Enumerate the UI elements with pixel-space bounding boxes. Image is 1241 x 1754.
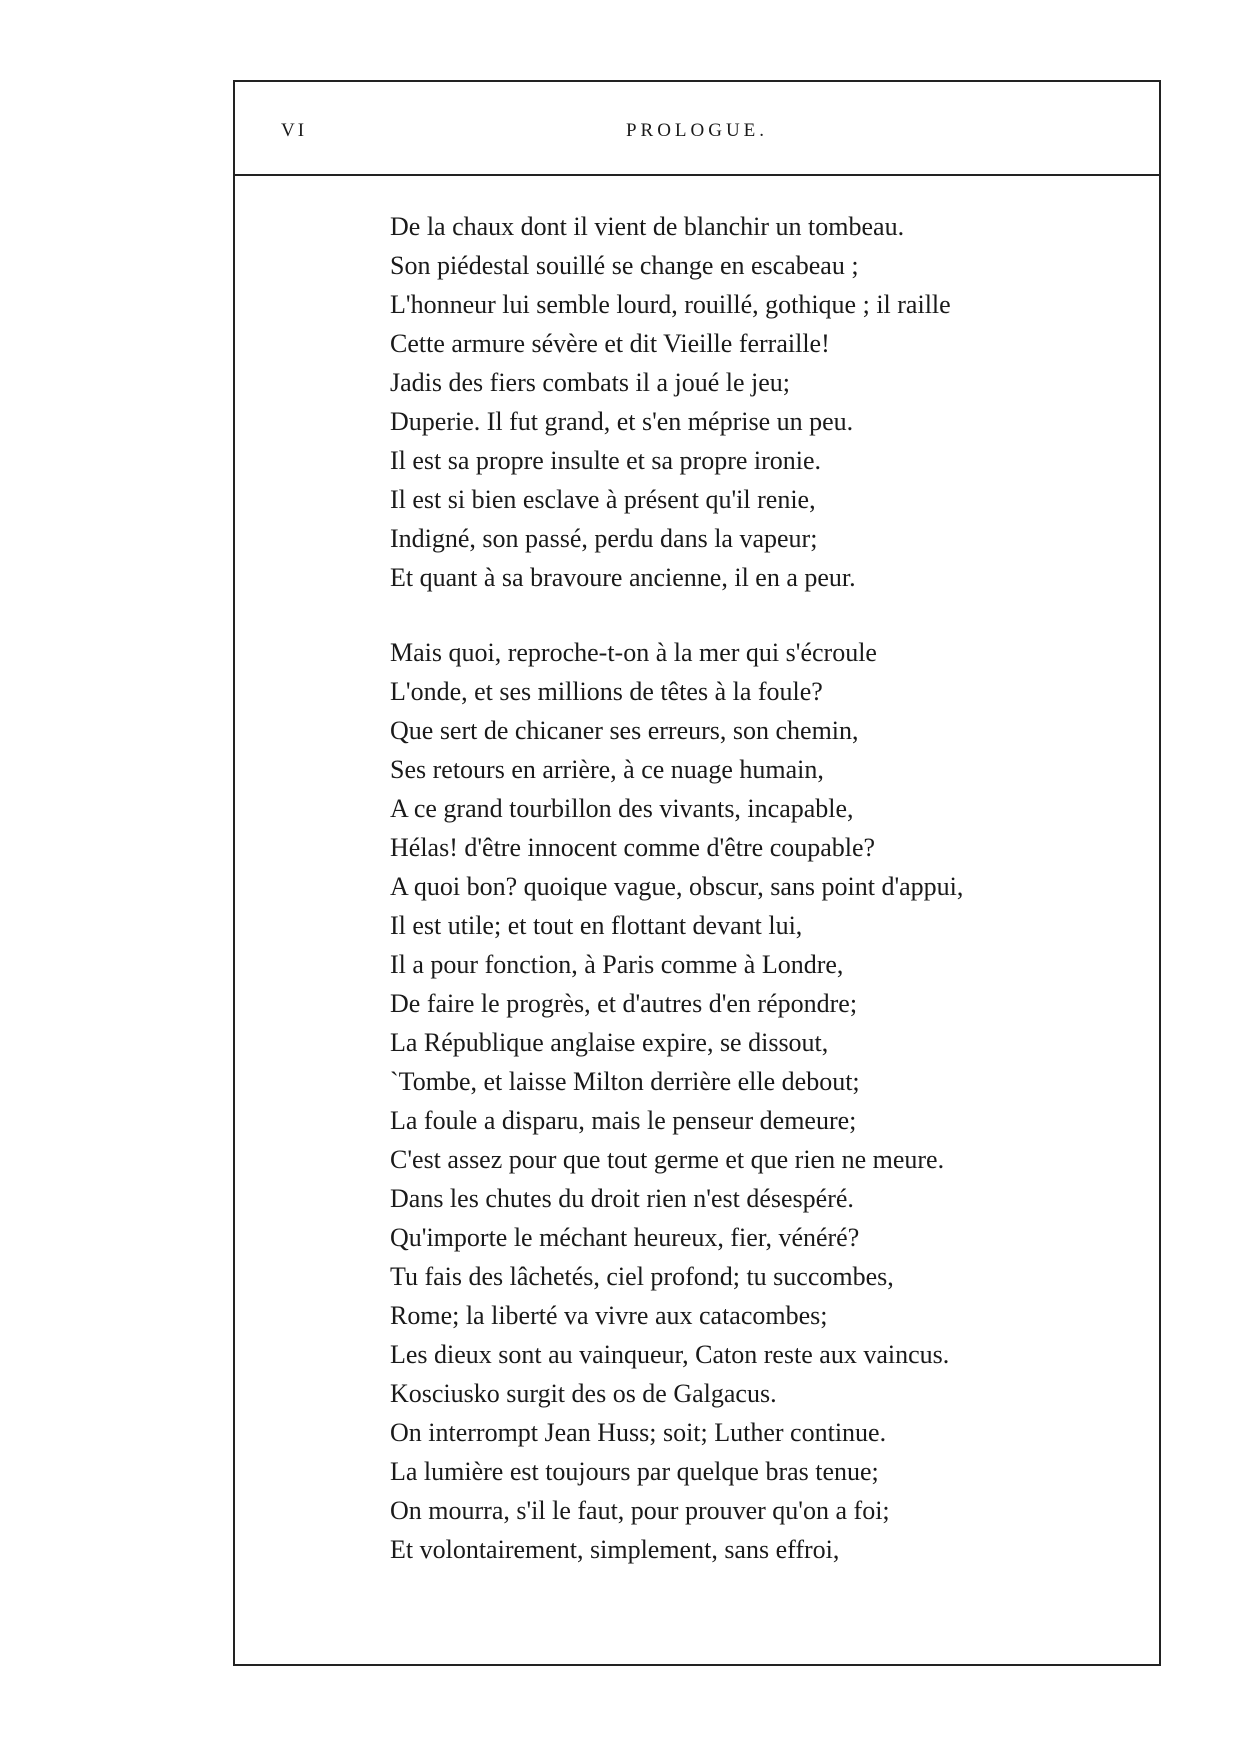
verse-line: Dans les chutes du droit rien n'est désespéré.: [390, 1184, 854, 1213]
verse-line: Les dieux sont au vainqueur, Caton reste aux vaincus.: [390, 1340, 950, 1369]
verse-line: C'est assez pour que tout germe et que rien ne meure.: [390, 1145, 945, 1174]
verse-line: Son piédestal souillé se change en escabeau ;: [390, 251, 859, 280]
verse-line: Il est sa propre insulte et sa propre ironie.: [390, 446, 822, 475]
verse-line: Il a pour fonction, à Paris comme à Londre,: [390, 950, 844, 979]
stanza: [390, 207, 1110, 597]
verse-line: On mourra, s'il le faut, pour prouver qu'on a foi;: [390, 1496, 890, 1525]
verse-line: Kosciusko surgit des os de Galgacus.: [390, 1379, 777, 1408]
verse-line: Hélas! d'être innocent comme d'être coupable?: [390, 833, 876, 862]
verse-line: Cette armure sévère et dit Vieille ferraille!: [390, 329, 830, 358]
verse-line: Ses retours en arrière, à ce nuage humain,: [390, 755, 824, 784]
running-head: PROLOGUE.: [625, 120, 769, 141]
verse-line: Que sert de chicaner ses erreurs, son chemin,: [390, 716, 859, 745]
verse-line: L'honneur lui semble lourd, rouillé, gothique ; il raille: [390, 290, 951, 319]
verse-line: La République anglaise expire, se dissout,: [390, 1028, 829, 1057]
verse-line: De la chaux dont il vient de blanchir un tombeau.: [390, 212, 905, 241]
verse-line: On interrompt Jean Huss; soit; Luther continue.: [390, 1418, 887, 1447]
poem-body: [390, 207, 1110, 1605]
verse-line: L'onde, et ses millions de têtes à la foule?: [390, 677, 823, 706]
page-header: [235, 82, 1159, 176]
verse-line: Il est utile; et tout en flottant devant lui,: [390, 911, 803, 940]
verse-line: La lumière est toujours par quelque bras tenue;: [390, 1457, 879, 1486]
page-frame: [233, 80, 1161, 1666]
verse-line: A ce grand tourbillon des vivants, incapable,: [390, 794, 854, 823]
verse-line: Qu'importe le méchant heureux, fier, vénéré?: [390, 1223, 860, 1252]
page-number: VI: [281, 120, 308, 141]
verse-line: Mais quoi, reproche-t-on à la mer qui s'écroule: [390, 638, 877, 667]
verse-line: Et quant à sa bravoure ancienne, il en a peur.: [390, 563, 856, 592]
verse-line: `Tombe, et laisse Milton derrière elle debout;: [390, 1067, 860, 1096]
verse-line: Tu fais des lâchetés, ciel profond; tu succombes,: [390, 1262, 894, 1291]
verse-line: Rome; la liberté va vivre aux catacombes;: [390, 1301, 828, 1330]
verse-line: Il est si bien esclave à présent qu'il renie,: [390, 485, 816, 514]
verse-line: La foule a disparu, mais le penseur demeure;: [390, 1106, 857, 1135]
verse-line: Jadis des fiers combats il a joué le jeu;: [390, 368, 791, 397]
verse-line: Et volontairement, simplement, sans effroi,: [390, 1535, 840, 1564]
stanza: [390, 633, 1110, 1569]
verse-line: A quoi bon? quoique vague, obscur, sans point d'appui,: [390, 872, 964, 901]
verse-line: Indigné, son passé, perdu dans la vapeur;: [390, 524, 818, 553]
verse-line: Duperie. Il fut grand, et s'en méprise un peu.: [390, 407, 854, 436]
verse-line: De faire le progrès, et d'autres d'en répondre;: [390, 989, 858, 1018]
